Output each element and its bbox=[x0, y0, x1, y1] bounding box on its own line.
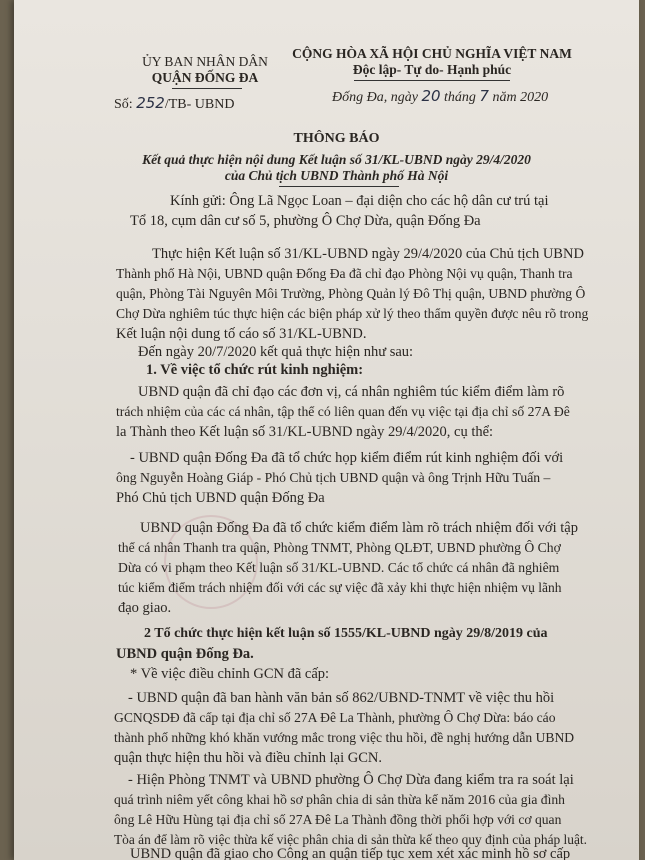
para5-line: túc kiểm điểm trách nhiệm đối với các sự việc đã xảy khi thực hiện nhiệm vụ lãnh bbox=[118, 580, 562, 595]
para5-line: thể cá nhân Thanh tra quận, Phòng TNMT, Phòng QLĐT, UBND phường Ô Chợ bbox=[118, 540, 561, 555]
para5-line: UBND quận Đống Đa đã tổ chức kiểm điểm làm rõ trách nhiệm đối với tập bbox=[140, 520, 578, 536]
para3-line: trách nhiệm của các cá nhân, tập thể có liên quan đến vụ việc tại địa chỉ số 27A Đê bbox=[116, 404, 570, 419]
doc-number-handwritten: 252 bbox=[136, 94, 165, 112]
para4-line: Phó Chủ tịch UBND quận Đống Đa bbox=[116, 490, 325, 506]
para7-line: ông Lê Hữu Hùng tại địa chỉ số 27A Đê La Thành đồng thời phối hợp với cơ quan bbox=[114, 812, 562, 827]
notice-title: THÔNG BÁO bbox=[293, 131, 380, 146]
title-underline bbox=[279, 186, 399, 187]
para6-line: - UBND quận đã ban hành văn bản số 862/UBND-TNMT về việc thu hồi bbox=[128, 690, 555, 706]
para8-line: UBND quận đã giao cho Công an quận tiếp tục xem xét xác minh hồ sơ cấp bbox=[130, 846, 571, 860]
document-date: Đống Đa, ngày 20 tháng 7 năm 2020 bbox=[332, 87, 549, 105]
document-page bbox=[14, 0, 639, 860]
para7-line: quá trình niêm yết công khai hồ sơ phân chia di sản thừa kế năm 2016 của gia đình bbox=[114, 792, 565, 807]
notice-subject-line2: của Chủ tịch UBND Thành phố Hà Nội bbox=[224, 168, 449, 183]
para5-line: Dừa có vi phạm theo Kết luận số 31/KL-UBND. Các tổ chức cá nhân đã nghiêm bbox=[118, 560, 560, 575]
section1-heading: 1. Về việc tổ chức rút kinh nghiệm: bbox=[146, 362, 364, 378]
agency-underline bbox=[172, 88, 242, 89]
para1-line: Thành phố Hà Nội, UBND quận Đống Đa đã chỉ đạo Phòng Nội vụ quận, Thanh tra bbox=[116, 266, 573, 281]
para6-line: quận thực hiện thu hồi và điều chỉnh lại GCN. bbox=[114, 750, 383, 766]
date-day-handwritten: 20 bbox=[421, 87, 441, 105]
para5-line: đạo giao. bbox=[118, 600, 172, 616]
para7-line: Tòa án để làm rõ việc thừa kế việc phân chia di sản thừa kế theo quy định của pháp luật. bbox=[114, 832, 587, 847]
document-number: Số: 252/TB- UBND bbox=[114, 94, 235, 112]
para3-line: UBND quận đã chỉ đạo các đơn vị, cá nhân nghiêm túc kiểm điểm làm rõ bbox=[138, 384, 565, 400]
motto-underline bbox=[354, 80, 510, 81]
para2: Đến ngày 20/7/2020 kết quả thực hiện như sau: bbox=[138, 344, 414, 360]
notice-subject-line1: Kết quả thực hiện nội dung Kết luận số 31/KL-UBND ngày 29/4/2020 bbox=[142, 152, 531, 167]
nation-motto: Độc lập- Tự do- Hạnh phúc bbox=[352, 62, 512, 77]
recipient-line1: Kính gửi: Ông Lã Ngọc Loan – đại diện cho các hộ dân cư trú tại bbox=[170, 193, 549, 209]
para1-line: Chợ Dừa nghiêm túc thực hiện các biện pháp xử lý theo thẩm quyền được nêu rõ trong bbox=[116, 306, 589, 321]
agency-name-line2: QUẬN ĐỐNG ĐA bbox=[151, 70, 259, 85]
section2-heading-line2: UBND quận Đống Đa. bbox=[116, 646, 254, 662]
para1-line: Kết luận nội dung tố cáo số 31/KL-UBND. bbox=[116, 326, 367, 342]
para4-line: - UBND quận Đống Đa đã tổ chức họp kiểm điểm rút kinh nghiệm đối với bbox=[130, 450, 564, 466]
para3-line: la Thành theo Kết luận số 31/KL-UBND ngày 29/4/2020, cụ thể: bbox=[116, 424, 494, 440]
para6-line: GCNQSDĐ đã cấp tại địa chỉ số 27A Đê La Thành, phường Ô Chợ Dừa: báo cáo bbox=[114, 710, 556, 725]
para6-line: thành phố những khó khăn vướng mắc trong việc thu hồi, đề nghị hướng dẫn UBND bbox=[114, 730, 575, 745]
subsection-heading: * Về việc điều chỉnh GCN đã cấp: bbox=[130, 666, 330, 682]
section2-heading-line1: 2 Tổ chức thực hiện kết luận số 1555/KL-UBND ngày 29/8/2019 của bbox=[144, 626, 548, 641]
para1-line: quận, Phòng Tài Nguyên Môi Trường, Phòng Quản lý Đô Thị quận, UBND phường Ô bbox=[116, 286, 586, 301]
agency-name-line1: ỦY BAN NHÂN DÂN bbox=[142, 54, 268, 69]
recipient-line2: Tổ 18, cụm dân cư số 5, phường Ô Chợ Dừa, quận Đống Đa bbox=[130, 213, 481, 229]
nation-name: CỘNG HÒA XÃ HỘI CHỦ NGHĨA VIỆT NAM bbox=[292, 46, 572, 61]
para1-line: Thực hiện Kết luận số 31/KL-UBND ngày 29/4/2020 của Chủ tịch UBND bbox=[152, 246, 584, 262]
date-month-handwritten: 7 bbox=[479, 87, 489, 105]
para4-line: ông Nguyễn Hoàng Giáp - Phó Chủ tịch UBND quận và ông Trịnh Hữu Tuấn – bbox=[116, 470, 551, 485]
para7-line: - Hiện Phòng TNMT và UBND phường Ô Chợ Dừa đang kiểm tra ra soát lại bbox=[128, 772, 574, 788]
